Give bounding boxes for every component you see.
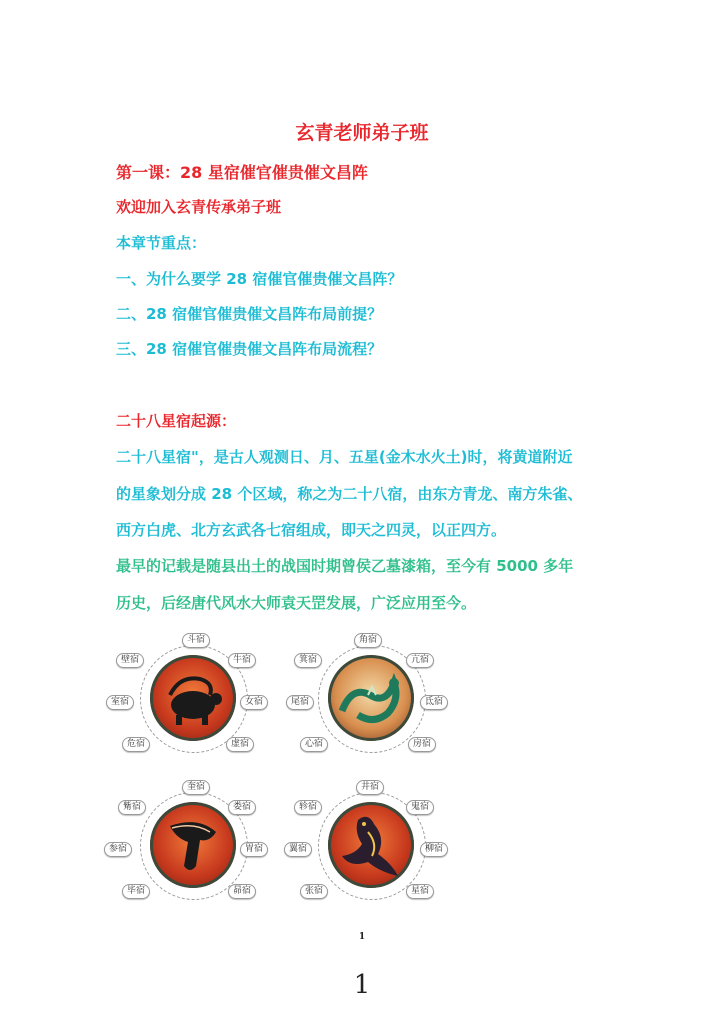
mansion-label: 房宿 bbox=[408, 737, 436, 752]
mansion-label: 鬼宿 bbox=[406, 800, 434, 815]
mansion-label: 氐宿 bbox=[420, 695, 448, 710]
east-mansions-figure bbox=[290, 633, 444, 753]
mansion-label: 奎宿 bbox=[182, 780, 210, 795]
focus-label: 本章节重点： bbox=[116, 234, 207, 252]
mansion-label: 箕宿 bbox=[294, 653, 322, 668]
mansion-label: 胃宿 bbox=[240, 842, 268, 857]
origin-line-3: 西方白虎、北方玄武各七宿组成，即天之四灵，以正四方。 bbox=[116, 521, 507, 539]
mansion-label: 牛宿 bbox=[228, 653, 256, 668]
mansion-label: 室宿 bbox=[106, 695, 134, 710]
mansion-label: 亢宿 bbox=[406, 653, 434, 668]
mansion-label: 虚宿 bbox=[226, 737, 254, 752]
south-mansions-figure bbox=[289, 780, 444, 900]
origin-heading: 二十八星宿起源： bbox=[116, 412, 237, 430]
focus-point-1: 一、为什么要学 28 宿催官催贵催文昌阵？ bbox=[116, 270, 403, 288]
origin-line-1: 二十八星宿"，是古人观测日、月、五星(金木水火土)时，将黄道附近 bbox=[116, 448, 573, 466]
mansion-label: 星宿 bbox=[406, 884, 434, 899]
mansion-label: 翼宿 bbox=[284, 842, 312, 857]
mansion-label: 斗宿 bbox=[182, 633, 210, 648]
mansion-label: 参宿 bbox=[104, 842, 132, 857]
phoenix-icon bbox=[328, 802, 414, 888]
mansion-label: 毕宿 bbox=[122, 884, 150, 899]
mansion-label: 娄宿 bbox=[228, 800, 256, 815]
mansion-label: 井宿 bbox=[356, 780, 384, 795]
mansion-label: 尾宿 bbox=[286, 695, 314, 710]
north-mansions-figure bbox=[112, 633, 262, 753]
mansion-label: 觜宿 bbox=[118, 800, 146, 815]
origin-line-2: 的星象划分成 28 个区域，称之为二十八宿，由东方青龙、南方朱雀、 bbox=[116, 485, 583, 503]
mansion-label: 心宿 bbox=[300, 737, 328, 752]
mansion-label: 角宿 bbox=[354, 633, 382, 648]
mansion-label: 女宿 bbox=[240, 695, 268, 710]
mansion-label: 壁宿 bbox=[116, 653, 144, 668]
focus-point-3: 三、28 宿催官催贵催文昌阵布局流程？ bbox=[116, 340, 383, 358]
page-number: 1 bbox=[353, 970, 371, 1000]
origin-line-4: 最早的记载是随县出土的战国时期曾侯乙墓漆箱，至今有 5000 多年 bbox=[116, 557, 574, 575]
mansion-label: 张宿 bbox=[300, 884, 328, 899]
footnote-number: 1 bbox=[358, 932, 366, 942]
focus-point-2: 二、28 宿催官催贵催文昌阵布局前提？ bbox=[116, 305, 383, 323]
lesson-title: 第一课：28 星宿催官催贵催文昌阵 bbox=[116, 163, 368, 182]
origin-line-5: 历史，后经唐代风水大师袁天罡发展，广泛应用至今。 bbox=[116, 594, 477, 612]
mansion-label: 昴宿 bbox=[228, 884, 256, 899]
mansion-label: 柳宿 bbox=[420, 842, 448, 857]
west-mansions-figure bbox=[109, 780, 264, 900]
dragon-icon bbox=[328, 655, 414, 741]
page-title: 玄青老师弟子班 bbox=[295, 122, 429, 144]
tiger-icon bbox=[150, 802, 236, 888]
welcome-text: 欢迎加入玄青传承弟子班 bbox=[116, 198, 282, 216]
mansion-label: 危宿 bbox=[122, 737, 150, 752]
mansion-label: 轸宿 bbox=[294, 800, 322, 815]
tortoise-icon bbox=[150, 655, 236, 741]
